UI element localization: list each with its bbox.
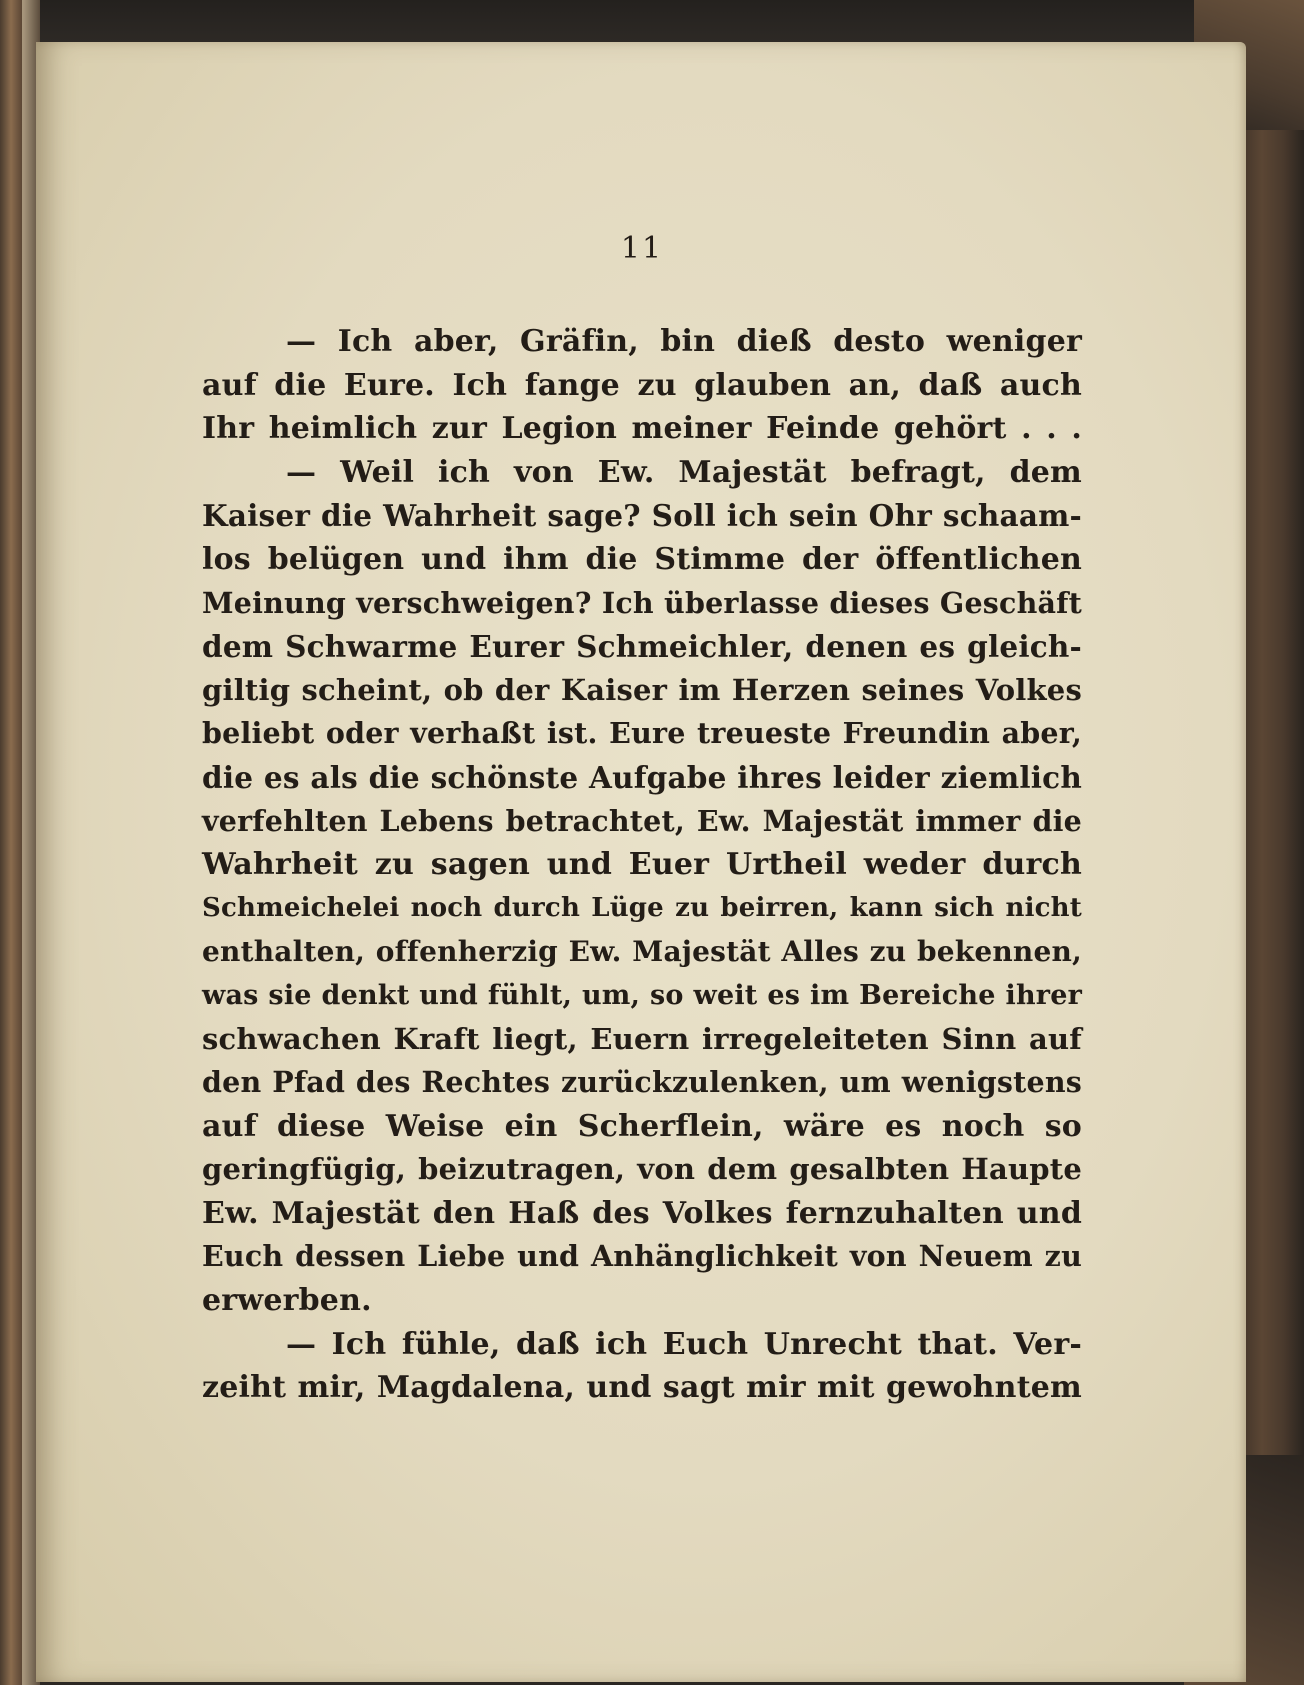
text-line: zeiht mir, Magdalena, und sagt mir mit gewohntem: [202, 1370, 1082, 1406]
book-binding: [0, 0, 22, 1685]
text-line: Wahrheit zu sagen und Euer Urtheil weder durch: [202, 847, 1082, 883]
text-line: Meinung verschweigen? Ich überlasse dieses Geschäft: [202, 585, 1082, 620]
text-line: Ihr heimlich zur Legion meiner Feinde gehört . . .: [202, 411, 1082, 447]
text-line: auf die Eure. Ich fange zu glauben an, daß auch: [202, 367, 1082, 403]
text-line: Euch dessen Liebe und Anhänglichkeit von Neuem zu: [202, 1239, 1082, 1274]
text-line: — Ich fühle, daß ich Euch Unrecht that. Ver-: [286, 1326, 1082, 1362]
text-line: Kaiser die Wahrheit sage? Soll ich sein Ohr schaam-: [202, 498, 1082, 534]
text-line: die es als die schönste Aufgabe ihres leider ziemlich: [202, 759, 1082, 795]
text-line: geringfügig, beizutragen, von dem gesalbten Haupte: [202, 1152, 1082, 1187]
text-line: — Weil ich von Ew. Majestät befragt, dem: [286, 454, 1082, 490]
text-line: Ew. Majestät den Haß des Volkes fernzuhalten und: [202, 1195, 1082, 1231]
text-line: giltig scheint, ob der Kaiser im Herzen seines Volkes: [202, 672, 1082, 707]
text-line: — Ich aber, Gräfin, bin dieß desto weniger: [286, 324, 1082, 359]
text-line: dem Schwarme Eurer Schmeichler, denen es gleich-: [202, 629, 1082, 665]
text-line: beliebt oder verhaßt ist. Eure treueste Freundin aber,: [202, 716, 1082, 751]
text-line: los belügen und ihm die Stimme der öffentlichen: [202, 541, 1082, 577]
page-number: 11: [620, 231, 664, 266]
text-line: verfehlten Lebens betrachtet, Ew. Majestät immer die: [202, 803, 1082, 838]
text-line: schwachen Kraft liegt, Euern irregeleiteten Sinn auf: [202, 1021, 1082, 1056]
text-line: erwerben.: [202, 1283, 372, 1319]
text-line: was sie denkt und fühlt, um, so weit es im Bereiche ihrer: [202, 979, 1082, 1011]
text-line: den Pfad des Rechtes zurückzulenken, um wenigstens: [202, 1065, 1082, 1100]
text-line: auf diese Weise ein Scherflein, wäre es noch so: [202, 1108, 1082, 1144]
text-line: enthalten, offenherzig Ew. Majestät Alles zu bekennen,: [202, 935, 1082, 969]
book-page: [36, 42, 1246, 1682]
body-text: [202, 320, 1082, 1410]
text-line: Schmeichelei noch durch Lüge zu beirren, kann sich nicht: [202, 892, 1082, 923]
